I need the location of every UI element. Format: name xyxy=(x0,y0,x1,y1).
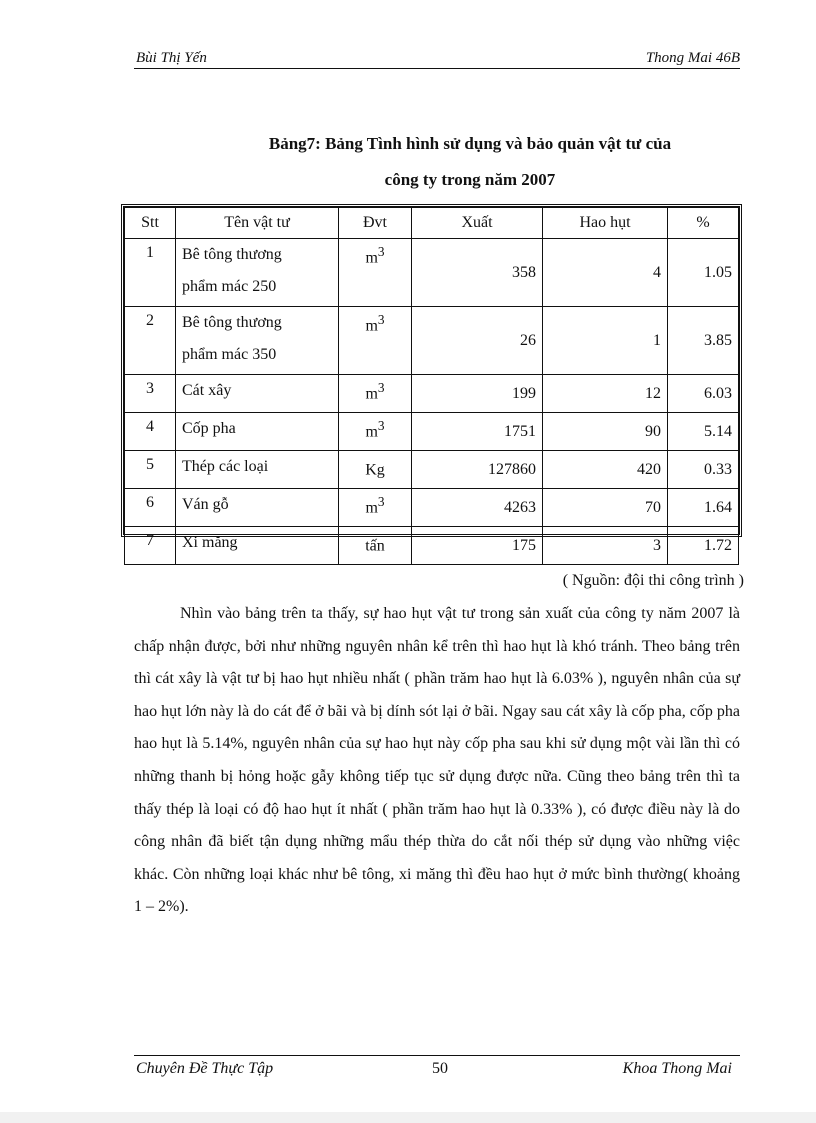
cell-name xyxy=(176,307,339,375)
header-class: Thong Mai 46B xyxy=(645,50,740,66)
materials-table-frame xyxy=(121,204,742,555)
table-row xyxy=(125,307,739,375)
cell-name-line2: phẩm mác 250 xyxy=(182,278,277,295)
unit-superscript: 3 xyxy=(377,494,385,509)
table-row xyxy=(125,527,739,565)
cell-unit xyxy=(339,527,412,565)
footer-right: Khoa Thong Mai xyxy=(622,1060,732,1077)
page-bottom-edge xyxy=(0,1112,816,1123)
cell-xuat: 127860 xyxy=(412,451,543,489)
col-header-stt: Stt xyxy=(125,208,176,239)
cell-xuat: 1751 xyxy=(412,413,543,451)
cell-xuat: 199 xyxy=(412,375,543,413)
cell-hao: 3 xyxy=(543,527,668,565)
unit-text: m xyxy=(365,385,378,403)
unit-text: m xyxy=(365,317,378,335)
table-row xyxy=(125,489,739,527)
table-row xyxy=(125,239,739,307)
cell-name: Ván gỗ xyxy=(176,489,339,527)
footer-divider xyxy=(134,1055,740,1056)
table-source-note: ( Nguồn: đội thi công trình ) xyxy=(562,572,744,589)
unit-text: tấn xyxy=(365,537,385,555)
body-paragraph: Nhìn vào bảng trên ta thấy, sự hao hụt vật tư trong sản xuất của công ty năm 2007 là chấp nhận được, bởi như những nguyên nhân kể trên thì hao hụt là khó tránh. Theo bảng trên thì cát xây là vật tư bị hao hụt nhiều nhất ( phần trăm hao hụt là 6.03% ), nguyên nhân của sự hao hụt lớn này là do cát để ở bãi và bị dính sót lại ở bãi. Ngay sau cát xây là cốp pha, cốp pha hao hụt là 5.14%, nguyên nhân của sự hao hụt này cốp pha sau khi sử dụng một vài lần thì có những thanh bị hỏng hoặc gẫy không tiếp tục sử dụng được nữa. Cũng theo bảng trên thì ta thấy thép là loại có độ hao hụt ít nhất ( phần trăm hao hụt là 0.33% ), có được điều này là do công nhân đã biết tận dụng những mẩu thép thừa do cắt nối thép sử dụng vào những việc khác. Còn những loại khác như bê tông, xi măng thì đều hao hụt ở mức bình thường( khoảng 1 – 2%). xyxy=(134,605,740,916)
header-divider xyxy=(134,68,740,69)
materials-table xyxy=(124,207,739,565)
cell-stt: 3 xyxy=(125,375,176,413)
table-row xyxy=(125,413,739,451)
cell-hao: 12 xyxy=(543,375,668,413)
unit-superscript: 3 xyxy=(377,244,385,259)
cell-pct: 0.33 xyxy=(668,451,739,489)
cell-xuat: 358 xyxy=(412,239,543,307)
cell-unit xyxy=(339,451,412,489)
cell-pct: 5.14 xyxy=(668,413,739,451)
table-title-line1: Bảng7: Bảng Tình hình sử dụng và bảo quản vật tư của xyxy=(268,134,672,153)
cell-name xyxy=(176,239,339,307)
cell-stt: 4 xyxy=(125,413,176,451)
unit-superscript: 3 xyxy=(377,418,385,433)
cell-hao: 70 xyxy=(543,489,668,527)
cell-pct: 1.05 xyxy=(668,239,739,307)
table-row xyxy=(125,375,739,413)
cell-unit xyxy=(339,489,412,527)
cell-pct: 1.72 xyxy=(668,527,739,565)
footer-left: Chuyên Đề Thực Tập xyxy=(136,1060,274,1077)
cell-name: Cốp pha xyxy=(176,413,339,451)
cell-stt: 1 xyxy=(125,239,176,307)
header-author: Bùi Thị Yến xyxy=(136,50,207,66)
cell-unit xyxy=(339,239,412,307)
cell-name: Thép các loại xyxy=(176,451,339,489)
cell-name-line2: phẩm mác 350 xyxy=(182,346,277,363)
cell-pct: 1.64 xyxy=(668,489,739,527)
cell-unit xyxy=(339,307,412,375)
cell-xuat: 26 xyxy=(412,307,543,375)
cell-hao: 4 xyxy=(543,239,668,307)
table-title-line2: công ty trong năm 2007 xyxy=(384,170,556,189)
cell-hao: 90 xyxy=(543,413,668,451)
cell-pct: 3.85 xyxy=(668,307,739,375)
table-row xyxy=(125,451,739,489)
col-header-xuat: Xuất xyxy=(412,208,543,239)
cell-hao: 1 xyxy=(543,307,668,375)
col-header-hao: Hao hụt xyxy=(543,208,668,239)
unit-text: Kg xyxy=(365,461,385,479)
cell-stt: 6 xyxy=(125,489,176,527)
unit-text: m xyxy=(365,499,378,517)
cell-unit xyxy=(339,413,412,451)
col-header-pct: % xyxy=(668,208,739,239)
cell-name: Cát xây xyxy=(176,375,339,413)
cell-name-line1: Bê tông thương xyxy=(182,314,282,331)
cell-name: Xi măng xyxy=(176,527,339,565)
cell-xuat: 4263 xyxy=(412,489,543,527)
cell-unit xyxy=(339,375,412,413)
col-header-unit: Đvt xyxy=(339,208,412,239)
unit-text: m xyxy=(365,249,378,267)
cell-pct: 6.03 xyxy=(668,375,739,413)
table-header-row xyxy=(125,208,739,239)
cell-stt: 2 xyxy=(125,307,176,375)
unit-superscript: 3 xyxy=(377,312,385,327)
col-header-name: Tên vật tư xyxy=(176,208,339,239)
cell-name-line1: Bê tông thương xyxy=(182,246,282,263)
unit-text: m xyxy=(365,423,378,441)
page-number: 50 xyxy=(432,1060,448,1077)
cell-hao: 420 xyxy=(543,451,668,489)
unit-superscript: 3 xyxy=(377,380,385,395)
cell-xuat: 175 xyxy=(412,527,543,565)
cell-stt: 5 xyxy=(125,451,176,489)
cell-stt: 7 xyxy=(125,527,176,565)
